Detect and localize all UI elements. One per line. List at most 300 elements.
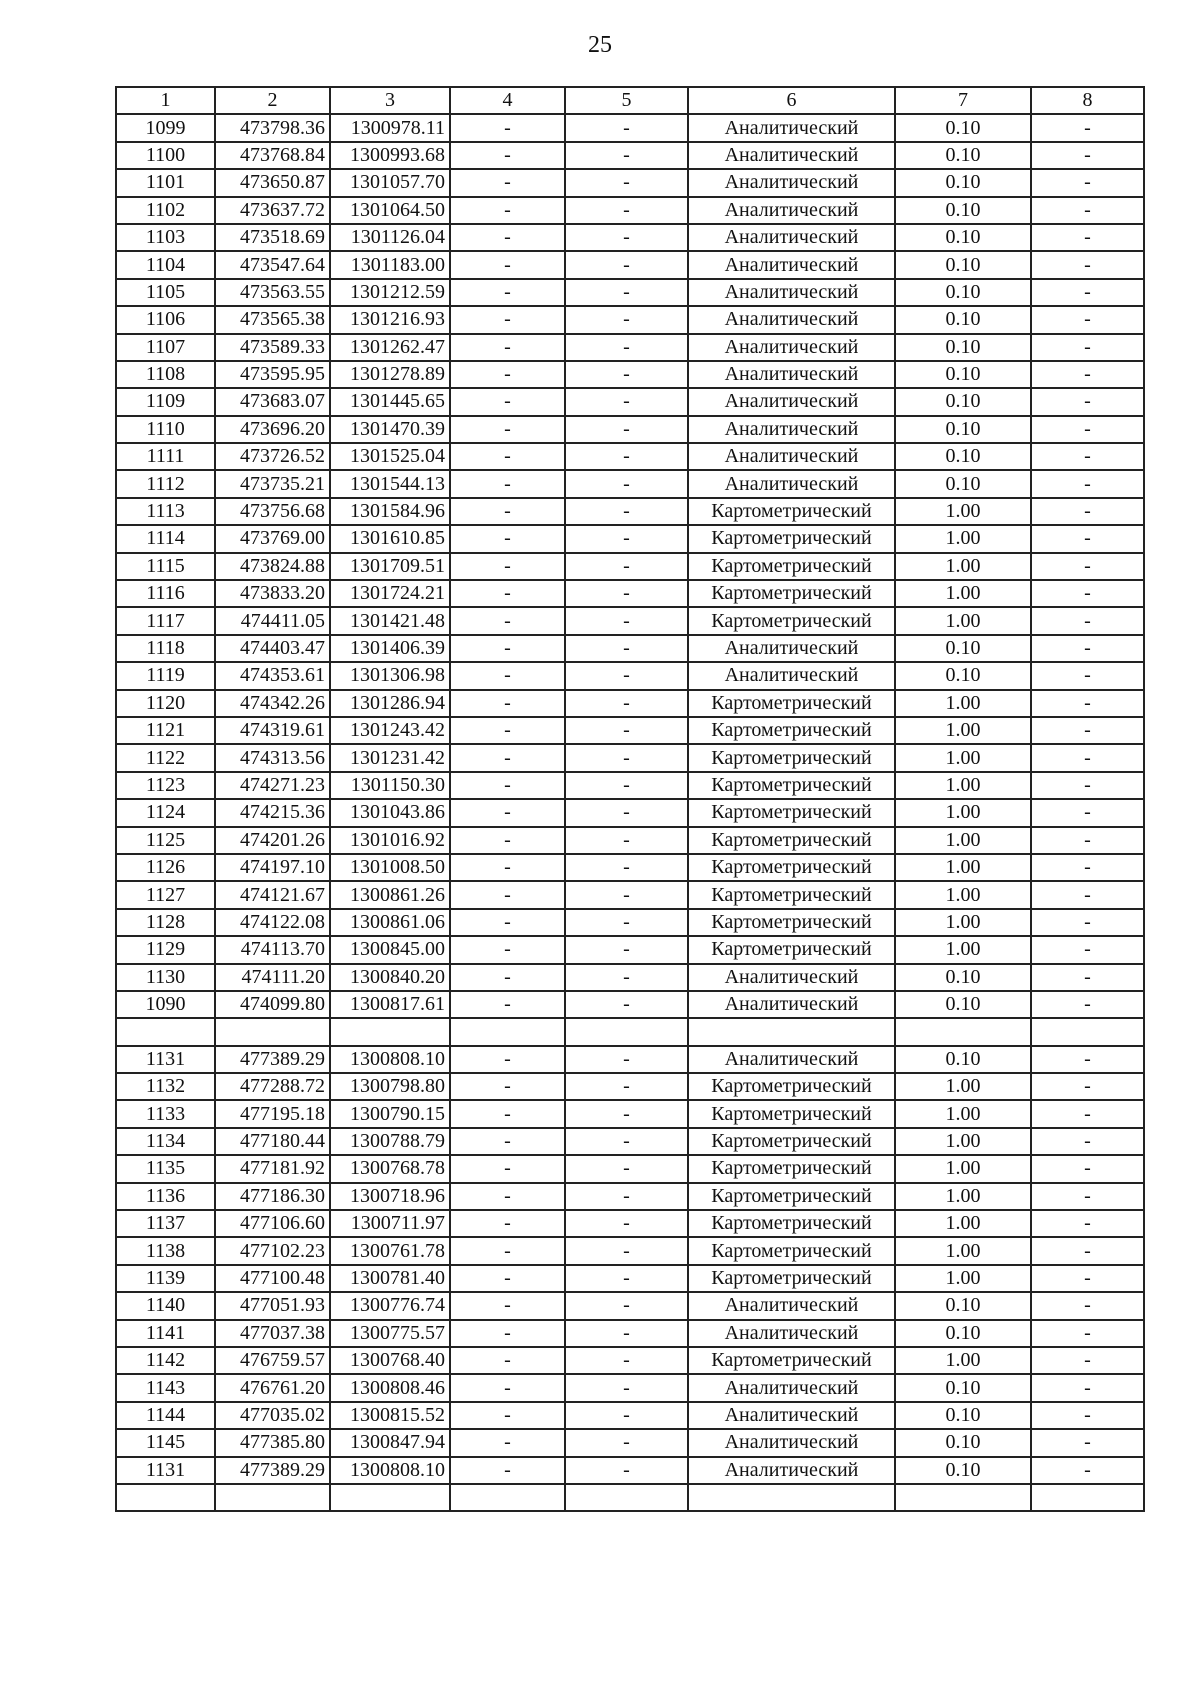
- cell-y-coordinate: 1300845.00: [330, 936, 450, 963]
- cell-x-coordinate: 473726.52: [215, 443, 330, 470]
- cell-point-number: 1099: [116, 114, 215, 141]
- cell-col-4: -: [450, 854, 565, 881]
- cell-method: Картометрический: [688, 1183, 895, 1210]
- cell-col-5: -: [565, 717, 688, 744]
- cell-accuracy: 1.00: [895, 580, 1031, 607]
- cell-point-number: 1130: [116, 964, 215, 991]
- cell-y-coordinate: 1300790.15: [330, 1100, 450, 1127]
- cell-y-coordinate: [330, 1018, 450, 1045]
- cell-x-coordinate: 473595.95: [215, 361, 330, 388]
- cell-x-coordinate: 477180.44: [215, 1128, 330, 1155]
- header-cell-accuracy: 7: [895, 87, 1031, 114]
- cell-col-4: -: [450, 142, 565, 169]
- cell-x-coordinate: 473563.55: [215, 279, 330, 306]
- cell-y-coordinate: 1301126.04: [330, 224, 450, 251]
- cell-col-8: -: [1031, 936, 1144, 963]
- cell-col-8: -: [1031, 1402, 1144, 1429]
- cell-x-coordinate: 474353.61: [215, 662, 330, 689]
- cell-point-number: [116, 1484, 215, 1511]
- table-row: [116, 964, 1144, 991]
- cell-col-8: [1031, 1484, 1144, 1511]
- cell-y-coordinate: 1301544.13: [330, 470, 450, 497]
- cell-x-coordinate: 474113.70: [215, 936, 330, 963]
- table-row: [116, 1484, 1144, 1511]
- table-row: [116, 114, 1144, 141]
- cell-x-coordinate: 473589.33: [215, 334, 330, 361]
- cell-point-number: 1127: [116, 881, 215, 908]
- cell-method: Картометрический: [688, 1347, 895, 1374]
- cell-accuracy: 0.10: [895, 224, 1031, 251]
- cell-method: Картометрический: [688, 1210, 895, 1237]
- cell-col-5: -: [565, 690, 688, 717]
- cell-x-coordinate: 473637.72: [215, 197, 330, 224]
- cell-x-coordinate: 473756.68: [215, 498, 330, 525]
- cell-method: Аналитический: [688, 279, 895, 306]
- cell-method: Картометрический: [688, 1265, 895, 1292]
- cell-col-4: -: [450, 744, 565, 771]
- cell-point-number: 1111: [116, 443, 215, 470]
- cell-accuracy: 1.00: [895, 1347, 1031, 1374]
- cell-accuracy: 1.00: [895, 1155, 1031, 1182]
- cell-point-number: 1124: [116, 799, 215, 826]
- cell-col-4: -: [450, 498, 565, 525]
- cell-col-4: -: [450, 607, 565, 634]
- cell-point-number: 1119: [116, 662, 215, 689]
- cell-point-number: 1122: [116, 744, 215, 771]
- cell-x-coordinate: 473833.20: [215, 580, 330, 607]
- cell-method: Картометрический: [688, 827, 895, 854]
- table-row: [116, 1128, 1144, 1155]
- cell-y-coordinate: 1301610.85: [330, 525, 450, 552]
- cell-x-coordinate: 474111.20: [215, 964, 330, 991]
- cell-method: Картометрический: [688, 690, 895, 717]
- cell-x-coordinate: 476761.20: [215, 1374, 330, 1401]
- table-row: [116, 197, 1144, 224]
- cell-point-number: 1131: [116, 1457, 215, 1484]
- cell-col-8: -: [1031, 772, 1144, 799]
- cell-y-coordinate: 1300776.74: [330, 1292, 450, 1319]
- cell-method: Картометрический: [688, 1155, 895, 1182]
- header-cell-x-coordinate: 2: [215, 87, 330, 114]
- cell-point-number: 1109: [116, 388, 215, 415]
- cell-y-coordinate: [330, 1484, 450, 1511]
- cell-col-8: -: [1031, 169, 1144, 196]
- cell-point-number: 1143: [116, 1374, 215, 1401]
- cell-col-5: -: [565, 744, 688, 771]
- cell-method: [688, 1484, 895, 1511]
- cell-x-coordinate: 477385.80: [215, 1429, 330, 1456]
- cell-accuracy: 0.10: [895, 306, 1031, 333]
- cell-point-number: 1108: [116, 361, 215, 388]
- cell-point-number: 1134: [116, 1128, 215, 1155]
- cell-col-8: -: [1031, 1128, 1144, 1155]
- cell-col-4: -: [450, 690, 565, 717]
- cell-x-coordinate: 473769.00: [215, 525, 330, 552]
- cell-y-coordinate: 1301724.21: [330, 580, 450, 607]
- cell-accuracy: 1.00: [895, 1128, 1031, 1155]
- cell-col-5: -: [565, 607, 688, 634]
- table-row: [116, 1457, 1144, 1484]
- cell-point-number: 1090: [116, 991, 215, 1018]
- cell-col-4: -: [450, 1128, 565, 1155]
- cell-col-8: -: [1031, 1210, 1144, 1237]
- cell-x-coordinate: 477389.29: [215, 1046, 330, 1073]
- cell-col-5: [565, 1484, 688, 1511]
- cell-accuracy: 1.00: [895, 854, 1031, 881]
- cell-y-coordinate: 1300808.10: [330, 1046, 450, 1073]
- cell-point-number: 1114: [116, 525, 215, 552]
- cell-col-8: -: [1031, 1347, 1144, 1374]
- cell-y-coordinate: 1301216.93: [330, 306, 450, 333]
- cell-y-coordinate: 1301262.47: [330, 334, 450, 361]
- cell-point-number: 1131: [116, 1046, 215, 1073]
- cell-col-4: -: [450, 717, 565, 744]
- table-row: [116, 1347, 1144, 1374]
- cell-method: Аналитический: [688, 1292, 895, 1319]
- cell-col-4: -: [450, 1347, 565, 1374]
- coordinates-table: [115, 86, 1145, 1512]
- cell-accuracy: 0.10: [895, 964, 1031, 991]
- cell-col-8: [1031, 1018, 1144, 1045]
- cell-point-number: 1136: [116, 1183, 215, 1210]
- cell-point-number: 1105: [116, 279, 215, 306]
- cell-method: Картометрический: [688, 717, 895, 744]
- cell-accuracy: 1.00: [895, 1237, 1031, 1264]
- cell-col-5: -: [565, 827, 688, 854]
- cell-col-5: -: [565, 772, 688, 799]
- cell-col-5: -: [565, 936, 688, 963]
- cell-x-coordinate: 477102.23: [215, 1237, 330, 1264]
- cell-col-5: -: [565, 251, 688, 278]
- cell-x-coordinate: 477106.60: [215, 1210, 330, 1237]
- cell-point-number: 1101: [116, 169, 215, 196]
- cell-accuracy: 1.00: [895, 717, 1031, 744]
- table-row: [116, 936, 1144, 963]
- cell-x-coordinate: 474215.36: [215, 799, 330, 826]
- cell-col-4: -: [450, 799, 565, 826]
- cell-col-4: -: [450, 772, 565, 799]
- cell-accuracy: 1.00: [895, 607, 1031, 634]
- cell-x-coordinate: 473768.84: [215, 142, 330, 169]
- cell-accuracy: 0.10: [895, 169, 1031, 196]
- cell-y-coordinate: 1300761.78: [330, 1237, 450, 1264]
- cell-method: Аналитический: [688, 1374, 895, 1401]
- cell-y-coordinate: 1301421.48: [330, 607, 450, 634]
- table-row: [116, 142, 1144, 169]
- cell-col-8: -: [1031, 909, 1144, 936]
- cell-method: Аналитический: [688, 114, 895, 141]
- cell-col-8: -: [1031, 251, 1144, 278]
- cell-method: Картометрический: [688, 881, 895, 908]
- cell-col-5: -: [565, 1402, 688, 1429]
- cell-point-number: 1117: [116, 607, 215, 634]
- cell-accuracy: 1.00: [895, 1100, 1031, 1127]
- cell-col-8: -: [1031, 690, 1144, 717]
- cell-y-coordinate: 1300847.94: [330, 1429, 450, 1456]
- cell-point-number: 1139: [116, 1265, 215, 1292]
- cell-accuracy: 1.00: [895, 827, 1031, 854]
- cell-accuracy: 0.10: [895, 1429, 1031, 1456]
- cell-point-number: 1137: [116, 1210, 215, 1237]
- cell-accuracy: 0.10: [895, 991, 1031, 1018]
- cell-col-8: -: [1031, 279, 1144, 306]
- cell-y-coordinate: 1301243.42: [330, 717, 450, 744]
- cell-method: Картометрический: [688, 854, 895, 881]
- cell-col-8: -: [1031, 1457, 1144, 1484]
- cell-col-4: -: [450, 1457, 565, 1484]
- table-row: [116, 991, 1144, 1018]
- cell-col-8: -: [1031, 607, 1144, 634]
- cell-y-coordinate: 1301183.00: [330, 251, 450, 278]
- cell-col-4: -: [450, 991, 565, 1018]
- table-row: [116, 635, 1144, 662]
- cell-method: [688, 1018, 895, 1045]
- header-cell-col-5: 5: [565, 87, 688, 114]
- cell-col-4: -: [450, 1292, 565, 1319]
- cell-col-4: -: [450, 1237, 565, 1264]
- cell-col-4: -: [450, 224, 565, 251]
- cell-x-coordinate: 473565.38: [215, 306, 330, 333]
- cell-col-8: -: [1031, 1429, 1144, 1456]
- cell-method: Аналитический: [688, 1320, 895, 1347]
- cell-accuracy: 0.10: [895, 114, 1031, 141]
- cell-col-8: -: [1031, 1073, 1144, 1100]
- cell-col-5: -: [565, 470, 688, 497]
- cell-method: Аналитический: [688, 1046, 895, 1073]
- cell-col-5: -: [565, 388, 688, 415]
- cell-y-coordinate: 1301306.98: [330, 662, 450, 689]
- cell-point-number: 1120: [116, 690, 215, 717]
- cell-y-coordinate: 1300788.79: [330, 1128, 450, 1155]
- cell-accuracy: 0.10: [895, 251, 1031, 278]
- table-row: [116, 470, 1144, 497]
- cell-col-5: -: [565, 1429, 688, 1456]
- cell-accuracy: 1.00: [895, 744, 1031, 771]
- cell-point-number: 1133: [116, 1100, 215, 1127]
- cell-method: Аналитический: [688, 1429, 895, 1456]
- cell-point-number: 1126: [116, 854, 215, 881]
- table-row: [116, 1046, 1144, 1073]
- table-row: [116, 1429, 1144, 1456]
- table-row: [116, 717, 1144, 744]
- cell-x-coordinate: 477051.93: [215, 1292, 330, 1319]
- cell-y-coordinate: 1300768.78: [330, 1155, 450, 1182]
- table-row: [116, 1265, 1144, 1292]
- header-cell-y-coordinate: 3: [330, 87, 450, 114]
- cell-point-number: 1121: [116, 717, 215, 744]
- cell-x-coordinate: 473824.88: [215, 553, 330, 580]
- cell-x-coordinate: 474403.47: [215, 635, 330, 662]
- cell-col-5: -: [565, 306, 688, 333]
- cell-col-4: -: [450, 169, 565, 196]
- cell-col-5: -: [565, 662, 688, 689]
- cell-col-5: -: [565, 142, 688, 169]
- cell-col-5: -: [565, 169, 688, 196]
- cell-method: Аналитический: [688, 224, 895, 251]
- cell-col-8: -: [1031, 1046, 1144, 1073]
- cell-y-coordinate: 1301212.59: [330, 279, 450, 306]
- cell-col-8: -: [1031, 470, 1144, 497]
- cell-col-4: -: [450, 443, 565, 470]
- cell-col-8: -: [1031, 662, 1144, 689]
- cell-x-coordinate: [215, 1018, 330, 1045]
- cell-point-number: 1118: [116, 635, 215, 662]
- cell-col-8: -: [1031, 142, 1144, 169]
- cell-method: Картометрический: [688, 1237, 895, 1264]
- cell-point-number: 1141: [116, 1320, 215, 1347]
- cell-y-coordinate: 1301150.30: [330, 772, 450, 799]
- cell-point-number: 1107: [116, 334, 215, 361]
- cell-col-4: -: [450, 388, 565, 415]
- cell-point-number: 1104: [116, 251, 215, 278]
- cell-x-coordinate: 473696.20: [215, 416, 330, 443]
- cell-point-number: 1115: [116, 553, 215, 580]
- cell-y-coordinate: 1300993.68: [330, 142, 450, 169]
- cell-point-number: 1132: [116, 1073, 215, 1100]
- cell-col-4: -: [450, 1320, 565, 1347]
- cell-accuracy: 0.10: [895, 470, 1031, 497]
- cell-col-8: -: [1031, 1183, 1144, 1210]
- cell-col-5: -: [565, 1265, 688, 1292]
- cell-col-8: -: [1031, 1100, 1144, 1127]
- cell-y-coordinate: 1300798.80: [330, 1073, 450, 1100]
- cell-y-coordinate: 1301286.94: [330, 690, 450, 717]
- header-cell-col-8: 8: [1031, 87, 1144, 114]
- cell-point-number: 1123: [116, 772, 215, 799]
- cell-point-number: 1138: [116, 1237, 215, 1264]
- cell-accuracy: 1.00: [895, 553, 1031, 580]
- cell-x-coordinate: 473547.64: [215, 251, 330, 278]
- cell-y-coordinate: 1301231.42: [330, 744, 450, 771]
- cell-accuracy: 1.00: [895, 799, 1031, 826]
- cell-method: Аналитический: [688, 662, 895, 689]
- cell-x-coordinate: 477195.18: [215, 1100, 330, 1127]
- table-row: [116, 854, 1144, 881]
- cell-y-coordinate: 1301278.89: [330, 361, 450, 388]
- cell-method: Аналитический: [688, 306, 895, 333]
- cell-y-coordinate: 1300815.52: [330, 1402, 450, 1429]
- cell-x-coordinate: 473735.21: [215, 470, 330, 497]
- cell-y-coordinate: 1300775.57: [330, 1320, 450, 1347]
- cell-x-coordinate: 477181.92: [215, 1155, 330, 1182]
- cell-col-4: -: [450, 251, 565, 278]
- table-row: [116, 580, 1144, 607]
- cell-col-8: -: [1031, 799, 1144, 826]
- cell-method: Аналитический: [688, 251, 895, 278]
- cell-accuracy: 0.10: [895, 197, 1031, 224]
- cell-col-8: -: [1031, 827, 1144, 854]
- cell-y-coordinate: 1301406.39: [330, 635, 450, 662]
- cell-y-coordinate: 1300781.40: [330, 1265, 450, 1292]
- cell-y-coordinate: 1300711.97: [330, 1210, 450, 1237]
- cell-col-8: -: [1031, 717, 1144, 744]
- table-row: [116, 525, 1144, 552]
- cell-col-8: -: [1031, 580, 1144, 607]
- cell-accuracy: 0.10: [895, 388, 1031, 415]
- header-row: [116, 87, 1144, 114]
- cell-method: Картометрический: [688, 498, 895, 525]
- cell-col-8: -: [1031, 1320, 1144, 1347]
- cell-point-number: 1102: [116, 197, 215, 224]
- cell-col-5: -: [565, 334, 688, 361]
- cell-col-8: -: [1031, 197, 1144, 224]
- page-number: 25: [588, 32, 612, 58]
- cell-col-4: -: [450, 361, 565, 388]
- cell-col-4: -: [450, 416, 565, 443]
- cell-accuracy: 1.00: [895, 1210, 1031, 1237]
- cell-col-5: -: [565, 964, 688, 991]
- cell-method: Картометрический: [688, 580, 895, 607]
- cell-col-4: -: [450, 662, 565, 689]
- cell-y-coordinate: 1300718.96: [330, 1183, 450, 1210]
- cell-col-8: -: [1031, 361, 1144, 388]
- cell-x-coordinate: 474271.23: [215, 772, 330, 799]
- cell-col-5: -: [565, 1210, 688, 1237]
- table-row: [116, 306, 1144, 333]
- table-row: [116, 553, 1144, 580]
- cell-col-4: -: [450, 1210, 565, 1237]
- cell-accuracy: 0.10: [895, 635, 1031, 662]
- cell-method: Аналитический: [688, 443, 895, 470]
- table-row: [116, 1292, 1144, 1319]
- cell-col-8: -: [1031, 525, 1144, 552]
- cell-col-5: -: [565, 991, 688, 1018]
- cell-col-5: -: [565, 553, 688, 580]
- cell-col-5: -: [565, 197, 688, 224]
- cell-col-8: -: [1031, 553, 1144, 580]
- cell-accuracy: 0.10: [895, 662, 1031, 689]
- cell-accuracy: 1.00: [895, 881, 1031, 908]
- table-row: [116, 1210, 1144, 1237]
- table-row: [116, 279, 1144, 306]
- cell-method: Картометрический: [688, 1100, 895, 1127]
- table-row: [116, 1073, 1144, 1100]
- cell-method: Картометрический: [688, 607, 895, 634]
- cell-accuracy: 1.00: [895, 1265, 1031, 1292]
- cell-y-coordinate: 1300768.40: [330, 1347, 450, 1374]
- cell-point-number: 1100: [116, 142, 215, 169]
- cell-x-coordinate: 473798.36: [215, 114, 330, 141]
- cell-col-5: -: [565, 361, 688, 388]
- cell-accuracy: 1.00: [895, 1183, 1031, 1210]
- cell-col-4: -: [450, 306, 565, 333]
- cell-col-4: -: [450, 1100, 565, 1127]
- table-body: [116, 87, 1144, 1511]
- cell-method: Аналитический: [688, 416, 895, 443]
- cell-col-8: -: [1031, 334, 1144, 361]
- cell-col-8: -: [1031, 114, 1144, 141]
- cell-col-5: -: [565, 854, 688, 881]
- cell-point-number: 1125: [116, 827, 215, 854]
- cell-y-coordinate: 1300840.20: [330, 964, 450, 991]
- cell-col-4: -: [450, 334, 565, 361]
- cell-accuracy: [895, 1484, 1031, 1511]
- cell-x-coordinate: 474342.26: [215, 690, 330, 717]
- table-row: [116, 361, 1144, 388]
- table-row: [116, 224, 1144, 251]
- table-row: [116, 662, 1144, 689]
- cell-x-coordinate: 474411.05: [215, 607, 330, 634]
- cell-col-4: -: [450, 553, 565, 580]
- cell-y-coordinate: 1300861.26: [330, 881, 450, 908]
- cell-y-coordinate: 1300808.10: [330, 1457, 450, 1484]
- cell-accuracy: 0.10: [895, 1320, 1031, 1347]
- cell-point-number: 1116: [116, 580, 215, 607]
- table-row: [116, 1018, 1144, 1045]
- cell-point-number: 1110: [116, 416, 215, 443]
- cell-col-8: -: [1031, 306, 1144, 333]
- cell-accuracy: 0.10: [895, 142, 1031, 169]
